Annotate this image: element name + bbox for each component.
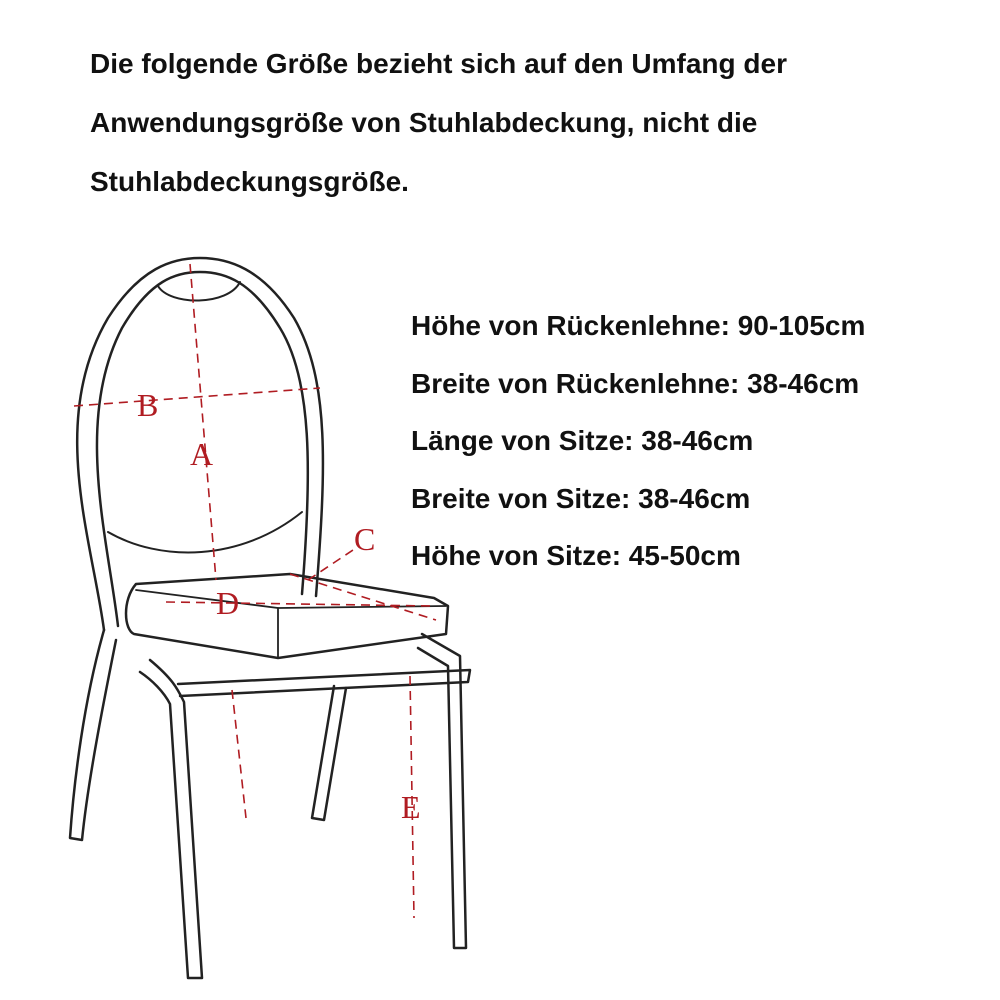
- dimension-label-d: D: [216, 585, 240, 621]
- chair-diagram: [0, 240, 480, 1000]
- measurement-seat-height: Höhe von Sitze: 45-50cm: [411, 540, 741, 571]
- measurement-backrest-width: Breite von Rückenlehne: 38-46cm: [411, 367, 860, 399]
- measurement-seat-width: Breite von Sitze: 38-46cm: [411, 482, 751, 514]
- intro-text: [90, 34, 970, 211]
- intro-line-1: Die folgende Größe bezieht sich auf den Umfang der: [90, 48, 787, 79]
- intro-line-2: Anwendungsgröße von Stuhlabdeckung, nicht die: [90, 107, 758, 138]
- dimension-label-a: A: [190, 436, 214, 472]
- dimension-label-c: C: [354, 521, 376, 557]
- dimension-label-b: B: [137, 387, 159, 423]
- intro-line-3: Stuhlabdeckungsgröße.: [90, 166, 409, 197]
- measurement-seat-length: Länge von Sitze: 38-46cm: [411, 425, 754, 456]
- dimension-lines: [74, 264, 436, 918]
- measurement-backrest-height: Höhe von Rückenlehne: 90-105cm: [411, 310, 866, 341]
- chair-seat: [126, 574, 448, 658]
- dimension-label-e: E: [401, 789, 421, 825]
- measurement-list: [411, 297, 991, 585]
